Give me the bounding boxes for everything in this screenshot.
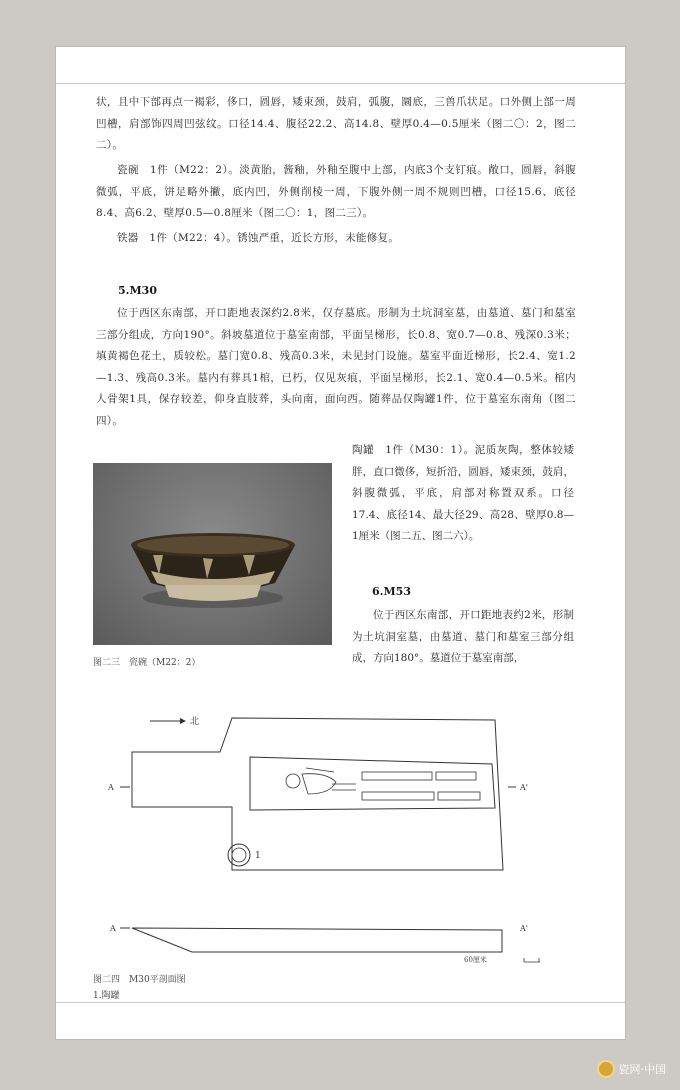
bowl-illustration [93,463,332,645]
m30-plan-section-drawing [100,712,540,972]
figure-24-caption: 图二四 M30平剖面图 [93,975,186,985]
scale-bar [524,958,540,962]
section-title-m53: 6.M53 [372,585,411,598]
site-watermark [597,1060,667,1078]
section-label-a: A [108,783,114,792]
profile-label-a: A [110,924,116,933]
skeleton [286,768,480,800]
watermark-text: 瓷网·中国 [618,1063,666,1076]
tomb-outline [132,718,503,870]
figure-23-caption: 图二三 瓷碗（M22：2） [93,658,201,668]
jar-ring-inner [232,848,246,862]
scale-label: 60厘米 [464,956,487,964]
paragraph-iron-object: 铁器 1件（M22：4）。锈蚀严重，近长方形，未能修复。 [117,232,400,244]
north-label: 北 [190,717,200,727]
paragraph-m30-description: 位于西区东南部，开口距地表深约2.8米，仅存墓底。形制为土坑洞室墓，由墓道、墓门和墓室三部分组成，方向190°。斜坡墓道位于墓室南部，平面呈梯形，长0.8、宽0.7—0.8、残深0.3米；填黄褐色花土，质较松。墓门宽0.8、残高0.3米，未见封门设施。墓室平面近梯形，长2.4、宽1.2—1.3、残高0.3米。墓内有葬具1棺，已朽，仅见灰痕，平面呈梯形，长2.1、宽0.4—0.5米。棺内人骨架1具，保存较差，仰身直肢葬，头向南，面向西。随葬品仅陶罐1件，位于墓室东南角（图二四）。 [96,307,576,427]
figure-24-legend: 1.陶罐 [93,991,120,1001]
paragraph-m53-description: 位于西区东南部，开口距地表约2米，形制为土坑洞室墓，由墓道、墓门和墓室三部分组成，方向180°。墓道位于墓室南部， [352,609,574,664]
paragraph-tripod-vessel: 状，且中下部再点一褐彩，侈口，圆唇，矮束颈，鼓肩，弧腹，圜底，三兽爪状足。口外侧上部一周凹槽，肩部饰四周凹弦纹。口径14.4、腹径22.2、高14.8、壁厚0.4—0.5厘米（图二〇：2，图二二）。 [96,96,576,151]
watermark-logo-icon [597,1060,615,1078]
item-1-label: 1 [255,851,261,861]
page-header-band [56,47,625,84]
section-title-m30: 5.M30 [118,284,157,297]
tomb-section-profile [132,928,502,952]
page-footer-band [56,1002,625,1039]
profile-label-a-prime: A' [520,924,528,933]
paragraph-pottery-jar: 陶罐 1件（M30：1）。泥质灰陶，整体较矮胖，直口微侈，短折沿，圆唇，矮束颈，鼓肩，斜腹微弧，平底，肩部对称置双系。口径17.4、底径14、最大径29、高28、壁厚0.8—1厘米（图二五、图二六）。 [352,444,574,542]
north-arrow [150,715,199,727]
bowl-photo [93,463,332,645]
jar-ring-outer [228,844,250,866]
section-label-a-prime: A' [520,783,528,792]
paragraph-porcelain-bowl: 瓷碗 1件（M22：2）。淡黄胎，酱釉，外釉至腹中上部，内底3个支钉痕。敞口，圆唇，斜腹微弧，平底，饼足略外撇，底内凹，外侧削棱一周，下腹外侧一周不规则凹槽，口径15.6、底径8.4、高6.2、壁厚0.5—0.8厘米（图二〇：1，图二三）。 [96,164,576,219]
